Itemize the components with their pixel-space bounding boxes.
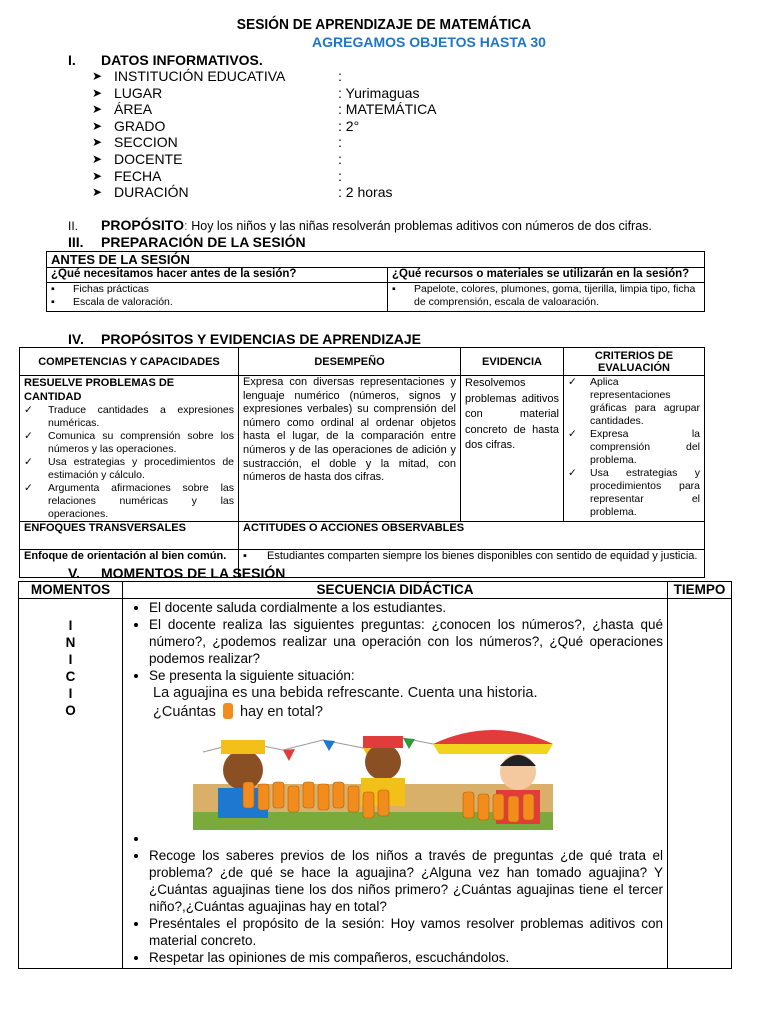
enfoques-label: ENFOQUES TRANSVERSALES — [20, 522, 239, 550]
list-item: ▪ Fichas prácticas — [51, 283, 149, 295]
datos-label: FECHA — [114, 167, 162, 184]
arrow-icon: ➤ — [92, 102, 103, 117]
datos-row — [92, 151, 437, 168]
section-4-title: PROPÓSITOS Y EVIDENCIAS DE APRENDIZAJE — [101, 331, 422, 347]
datos-row — [92, 134, 437, 151]
datos-value: : — [338, 150, 342, 167]
datos-label: LUGAR — [114, 84, 163, 101]
preparation-col2-body — [388, 283, 705, 312]
secuencia-item: • El docente realiza las siguientes preguntas: ¿conocen los números?, ¿hasta qué número?, ¿podemos realizar una operación con los números?, ¿Qué operaciones podemos realizar? — [149, 616, 663, 667]
section-5-title: MOMENTOS DE LA SESIÓN — [101, 565, 286, 581]
situation-line-2 — [153, 703, 663, 722]
document-title: SESIÓN DE APRENDIZAJE DE MATEMÁTICA — [236, 16, 532, 33]
datos-row — [92, 168, 437, 185]
section-5-number: V. — [68, 565, 80, 581]
secuencia-item: • Se presenta la siguiente situación: — [149, 667, 663, 684]
actitud-cell — [239, 550, 705, 578]
criterios-cell — [564, 376, 705, 522]
datos-row — [92, 118, 437, 135]
secuencia-list-bottom — [127, 830, 663, 966]
document-subtitle: AGREGAMOS OBJETOS HASTA 30 — [312, 34, 546, 50]
check-icon: ✓ — [24, 482, 33, 494]
evidence-header-evidencia: EVIDENCIA — [461, 348, 564, 376]
preparation-col1-header: ¿Qué necesitamos hacer antes de la sesión? — [47, 268, 388, 283]
arrow-icon: ➤ — [92, 118, 103, 133]
situation-question-end: hay en total? — [239, 704, 323, 720]
competencias-cell — [20, 376, 239, 522]
section-2-line — [101, 217, 652, 233]
datos-row — [92, 85, 437, 102]
datos-label: SECCION — [114, 134, 178, 151]
datos-label: DURACIÓN — [114, 184, 189, 201]
secuencia-item: • Respetar las opiniones de mis compañeros, escuchándolos. — [149, 949, 663, 966]
datos-value: : 2 horas — [338, 184, 393, 201]
evidence-header-desempeno: DESEMPEÑO — [239, 348, 461, 376]
moment-inicio — [19, 599, 123, 969]
moment-letter: I — [68, 652, 73, 667]
arrow-icon: ➤ — [92, 69, 103, 83]
situation-line-1: La aguajina es una bebida refrescante. Cuenta una historia. — [153, 685, 538, 701]
tiempo-cell — [668, 599, 732, 969]
moment-letter: N — [65, 635, 76, 650]
check-icon: ✓ — [24, 430, 33, 442]
evidence-header-competencias: COMPETENCIAS Y CAPACIDADES — [20, 348, 239, 376]
secuencia-item: • Recoge los saberes previos de los niños a través de preguntas ¿de qué trata el problema? ¿de qué se hace la aguajina? ¿Alguna vez han tomado aguajina? Y ¿Cuántas aguajinas tiene los dos niños primero? ¿Cuántas aguajinas tiene el tercer niño?,¿Cuántas aguajinas hay en total? — [149, 847, 663, 915]
moment-letter: C — [65, 669, 76, 684]
arrow-icon: ➤ — [92, 185, 103, 200]
section-2-colon: : — [183, 218, 188, 233]
preparation-col1-body — [47, 283, 388, 312]
section-1-title: DATOS INFORMATIVOS. — [101, 52, 263, 68]
secuencia-item — [149, 830, 663, 847]
datos-list — [92, 68, 437, 201]
secuencia-list-top — [127, 599, 663, 684]
datos-row — [92, 68, 437, 85]
check-icon: ✓ — [24, 404, 33, 416]
secuencia-cell — [123, 599, 668, 969]
preparation-col2-header: ¿Qué recursos o materiales se utilizarán en la sesión? — [388, 268, 705, 283]
capacidad-item: ✓ Comunica su comprensión sobre los números y las operaciones. — [24, 430, 234, 455]
section-3-title: PREPARACIÓN DE LA SESIÓN — [101, 234, 306, 250]
moment-letter: I — [68, 618, 73, 633]
moment-letters — [23, 617, 118, 719]
competencia-title: RESUELVE PROBLEMAS DE CANTIDAD — [24, 377, 175, 403]
preparation-table — [46, 251, 705, 312]
capacidad-item: ✓ Argumenta afirmaciones sobre las relaciones numéricas y las operaciones. — [24, 482, 234, 520]
criterios-list — [568, 376, 700, 519]
situation-box — [127, 684, 663, 830]
check-icon: ✓ — [568, 467, 577, 479]
section-2-text: Hoy los niños y las niñas resolverán problemas aditivos con números de dos cifras. — [191, 219, 652, 233]
section-2-number: II. — [68, 219, 79, 233]
datos-row — [92, 101, 437, 118]
desempeno-cell: Expresa con diversas representaciones y lenguaje numérico (números, signos y expresiones verbales) su comprensión del número como ordinal al ordenar objetos hasta el lugar, de la comparación entre números y de las operaciones de adición y sustracción, el doble y la mitad, con números de hasta dos cifras. — [239, 376, 461, 522]
check-icon: ✓ — [568, 376, 577, 388]
datos-value: : — [338, 167, 342, 184]
datos-label: ÁREA — [114, 101, 153, 118]
section-4-number: IV. — [68, 331, 84, 347]
situation-question-start: ¿Cuántas — [153, 704, 216, 720]
section-1-number: I. — [68, 52, 76, 68]
moments-table — [18, 581, 732, 969]
list-item: ▪ Estudiantes comparten siempre los bienes disponibles con sentido de equidad y justicia. — [243, 550, 698, 562]
preparation-box-title: ANTES DE LA SESIÓN — [47, 252, 705, 268]
datos-label: INSTITUCIÓN EDUCATIVA — [114, 68, 286, 84]
check-icon: ✓ — [24, 456, 33, 468]
arrow-icon: ➤ — [92, 85, 103, 100]
criterio-item: ✓ Expresa la comprensión del problema. — [568, 428, 700, 466]
list-item: ▪ Papelote, colores, plumones, goma, tijerilla, limpia tipo, ficha de comprensión, escala de valoaración. — [392, 283, 696, 308]
evidence-header-criterios: CRITERIOS DE EVALUACIÓN — [564, 348, 705, 376]
datos-label: DOCENTE — [114, 150, 183, 167]
datos-value: : — [338, 134, 342, 151]
capacidades-list — [24, 404, 234, 521]
moments-header-tiempo: TIEMPO — [668, 582, 732, 599]
evidencia-cell: Resolvemos problemas aditivos con material concreto de hasta dos cifras. — [461, 376, 564, 522]
actitudes-label: ACTITUDES O ACCIONES OBSERVABLES — [239, 522, 705, 550]
moment-letter: O — [65, 703, 76, 718]
arrow-icon: ➤ — [92, 168, 103, 183]
aguajina-illustration — [163, 722, 573, 830]
criterio-item: ✓ Aplica representaciones gráficas para agrupar cantidades. — [568, 376, 700, 427]
moment-letter: I — [68, 686, 73, 701]
datos-value: : — [338, 68, 342, 84]
secuencia-item: • El docente saluda cordialmente a los estudiantes. — [149, 599, 663, 616]
list-item: ▪ Escala de valoración. — [51, 296, 173, 308]
bottle-icon — [223, 703, 233, 719]
criterio-item: ✓ Usa estrategias y procedimientos para representar el problema. — [568, 467, 700, 518]
moments-header-momentos: MOMENTOS — [19, 582, 123, 599]
check-icon: ✓ — [568, 428, 577, 440]
moments-header-secuencia: SECUENCIA DIDÁCTICA — [123, 582, 668, 599]
capacidad-item: ✓ Usa estrategias y procedimientos de estimación y cálculo. — [24, 456, 234, 481]
section-2-title: PROPÓSITO — [101, 217, 184, 233]
enfoque-cell: Enfoque de orientación al bien común. — [20, 550, 239, 578]
datos-value: : MATEMÁTICA — [338, 101, 437, 118]
datos-value: : Yurimaguas — [338, 84, 420, 101]
datos-label: GRADO — [114, 117, 166, 134]
secuencia-item: • Preséntales el propósito de la sesión: Hoy vamos resolver problemas aditivos con material concreto. — [149, 915, 663, 949]
evidence-table — [19, 347, 705, 578]
arrow-icon: ➤ — [92, 135, 103, 150]
datos-value: : 2° — [338, 117, 360, 134]
capacidad-item: ✓ Traduce cantidades a expresiones numéricas. — [24, 404, 234, 429]
datos-row — [92, 184, 437, 201]
arrow-icon: ➤ — [92, 151, 103, 166]
section-3-number: III. — [68, 234, 84, 250]
